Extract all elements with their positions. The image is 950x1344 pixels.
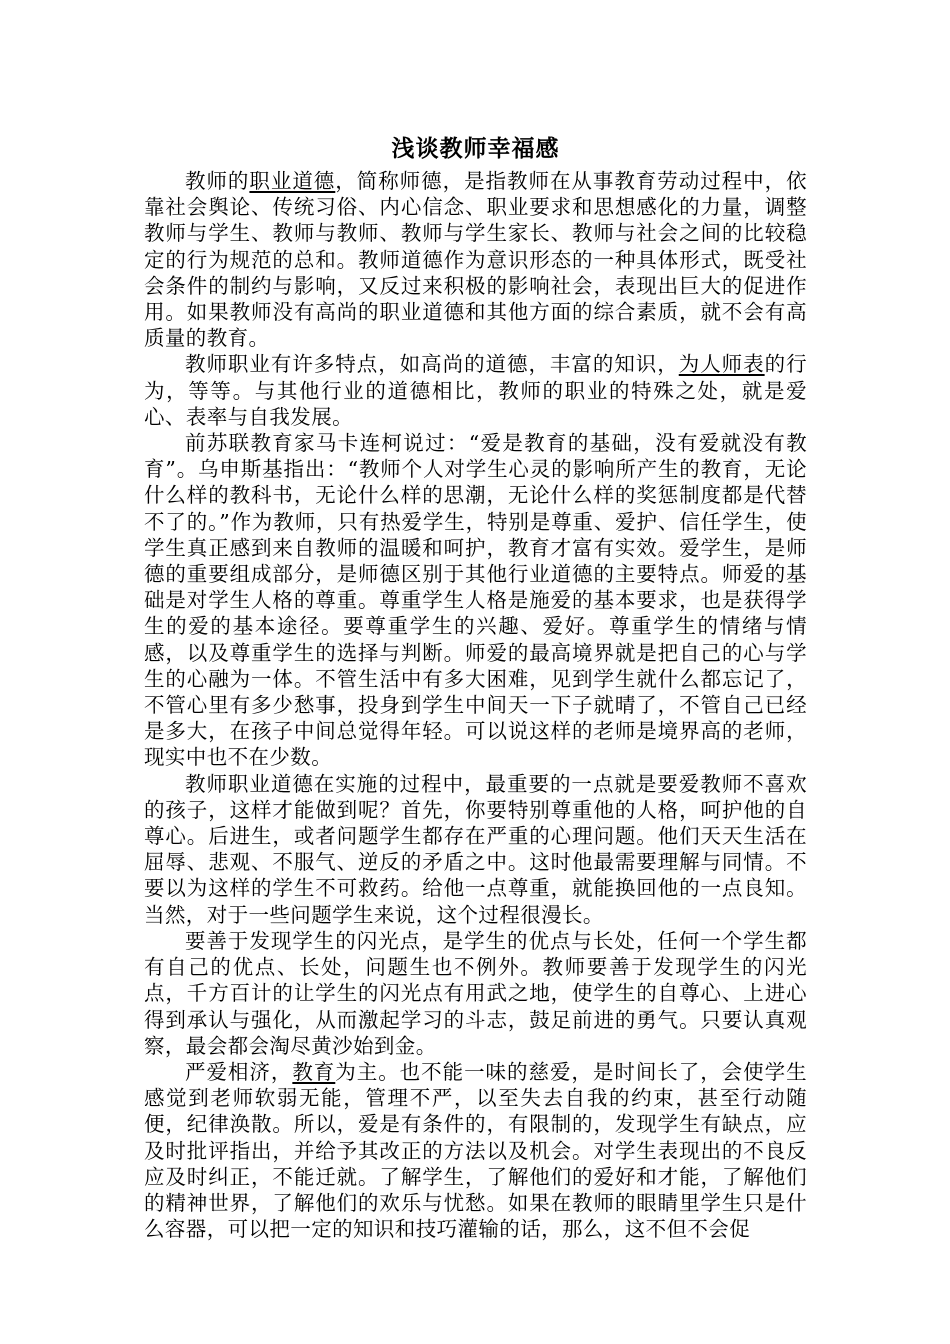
paragraph-text: 教师职业有许多特点，如高尚的道德，丰富的知识， xyxy=(185,352,679,377)
paragraph xyxy=(144,928,807,1059)
hyperlink-professional-ethics[interactable]: 职业道德 xyxy=(249,169,336,193)
hyperlink-role-model[interactable]: 为人师表 xyxy=(678,352,765,377)
paragraph-text: 教师的 xyxy=(185,169,250,193)
document-page xyxy=(144,132,807,1242)
paragraph xyxy=(144,168,807,351)
paragraph-text: 前苏联教育家马卡连柯说过：“爱是教育的基础，没有爱就没有教育”。乌申斯基指出：“教师个人对学生心灵的影响所产生的教育，无论什么样的教科书，无论什么样的思潮，无论什么样的奖惩制度都是代替不了的。”作为教师，只有热爱学生，特别是尊重、爱护、信任学生，使学生真正感到来自教师的温暖和呵护，教育才富有实效。爱学生，是师德的重要组成部分，是师德区别于其他行业道德的主要特点。师爱的基础是对学生人格的尊重。尊重学生人格是施爱的基本要求，也是获得学生的爱的基本途径。要尊重学生的兴趣、爱好。尊重学生的情绪与情感，以及尊重学生的选择与判断。师爱的最高境界就是把自己的心与学生的心融为一体。不管生活中有多大困难，见到学生就什么都忘记了，不管心里有多少愁事，投身到学生中间天一下子就晴了，不管自己已经是多大，在孩子中间总觉得年轻。可以说这样的老师是境界高的老师，现实中也不在少数。 xyxy=(144,431,807,770)
document-title: 浅谈教师幸福感 xyxy=(391,136,560,162)
paragraph-text: 严爱相济， xyxy=(185,1059,293,1084)
paragraph-text: 教师职业道德在实施的过程中，最重要的一点就是要爱教师不喜欢的孩子，这样才能做到呢？首先，你要特别尊重他的人格，呵护他的自尊心。后进生，或者问题学生都存在严重的心理问题。他们天天生活在屈辱、悲观、不服气、逆反的矛盾之中。这时他最需要理解与同情。不要以为这样的学生不可救药。给他一点尊重，就能换回他的一点良知。当然，对于一些问题学生来说，这个过程很漫长。 xyxy=(144,771,807,927)
paragraph-text: 为主。也不能一味的慈爱，是时间长了，会使学生感觉到老师软弱无能，管理不严，以至失去自我的约束，甚至行动随便，纪律涣散。所以，爱是有条件的，有限制的，发现学生有缺点，应及时批评指出，并给予其改正的方法以及机会。对学生表现出的不良反应及时纠正，不能迁就。了解学生，了解他们的爱好和才能，了解他们的精神世界，了解他们的欢乐与忧愁。如果在教师的眼睛里学生只是什么容器，可以把一定的知识和技巧灌输的话，那么，这不但不会促 xyxy=(144,1059,807,1242)
paragraph xyxy=(144,430,807,771)
hyperlink-education[interactable]: 教育 xyxy=(292,1059,336,1084)
paragraph-text: ，简称师德，是指教师在从事教育劳动过程中，依靠社会舆论、传统习俗、内心信念、职业要求和思想感化的力量，调整教师与学生、教师与教师、教师与学生家长、教师与社会之间的比较稳定的行为规范的总和。教师道德作为意识形态的一种具体形式，既受社会条件的制约与影响，又反过来积极的影响社会，表现出巨大的促进作用。如果教师没有高尚的职业道德和其他方面的综合素质，就不会有高质量的教育。 xyxy=(144,169,807,351)
paragraph xyxy=(144,771,807,928)
paragraph-text: 要善于发现学生的闪光点，是学生的优点与长处，任何一个学生都有自己的优点、长处，问题生也不例外。教师要善于发现学生的闪光点，千方百计的让学生的闪光点有用武之地，使学生的自尊心、上进心得到承认与强化，从而激起学习的斗志，鼓足前进的勇气。只要认真观察，最会都会淘尽黄沙始到金。 xyxy=(144,928,807,1058)
paragraph xyxy=(144,351,807,430)
paragraph-text: 的行为，等等。与其他行业的道德相比，教师的职业的特殊之处，就是爱心、表率与自我发展。 xyxy=(144,352,807,429)
paragraph xyxy=(144,1059,807,1242)
